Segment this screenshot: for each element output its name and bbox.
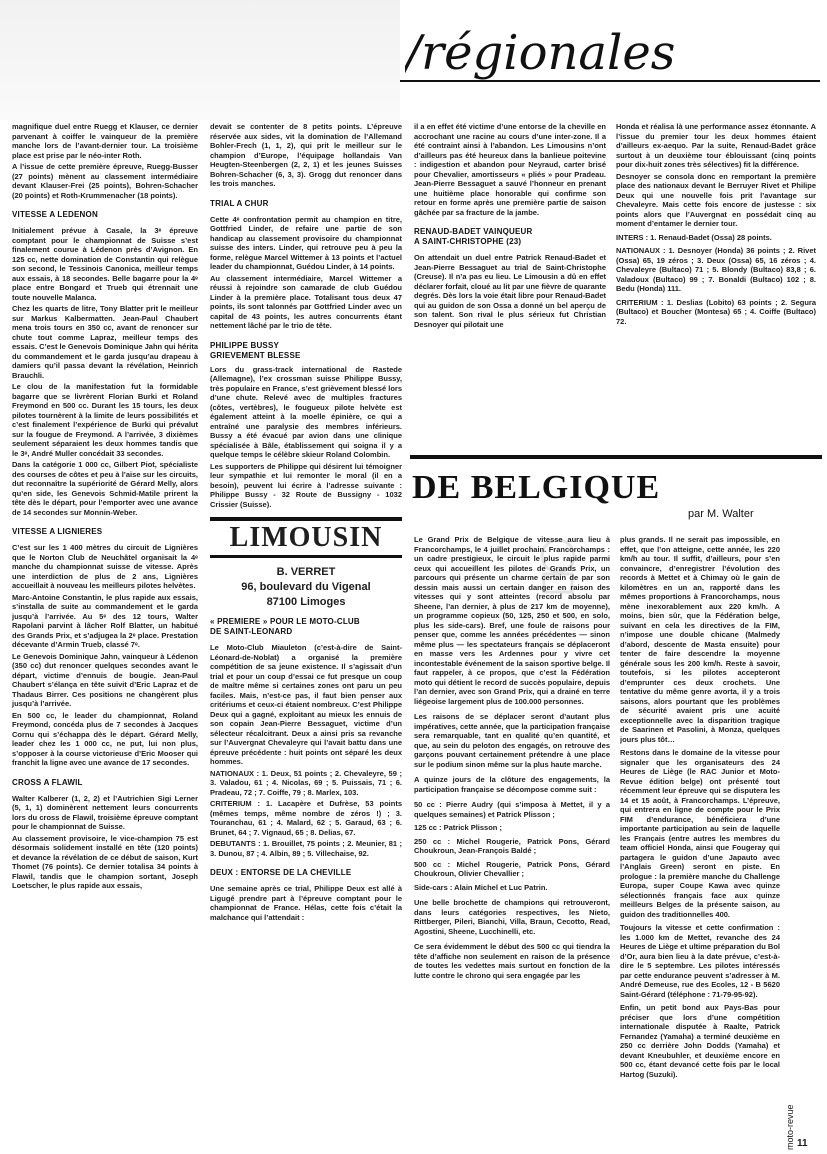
paragraph: Le Grand Prix de Belgique de vitesse aura lieu à Francorchamps, le 4 juillet prochain. Francorchamps : un cadre prestigieux, le circuit le plus rapide parmi ceux qui accueillent les pilotes de Grands Prix, un parcours qui présente un charme certain de par son dessin mais aussi un certain danger en raison des vitesses qui y sont atteintes (record absolu par Sheene, l’an dernier, à plus de 217 km de moyenne), un programme copieux (50, 125, 250 et 500, en solo, plus les side-cars). Bref, une foule de raisons pour penser que, comme les années précédentes — sinon même plus — les spectateurs français se déplaceront en masse vers les Ardennes pour y vivre cet incontestable événement de la saison sportive belge. Il faut rappeler, à ce propos, que c’est la Fédération moto qui détient le record de succès populaire, depuis l’an dernier, avec son Grand Prix, qui a drainé en terre liégeoise largement plus de 100.000 personnes. — [414, 535, 610, 706]
heading-line: DE SAINT-LEONARD — [210, 627, 293, 636]
correspondent-name: B. VERRET — [276, 566, 336, 578]
paragraph: Les raisons de se déplacer seront d’autant plus impératives, cette année, que la participation française sera remarquable, tant en qualité qu’en quantité, et que, au sein du peloton des engagés, on retrouve des garçons pouvant certainement prétendre à une place sur le podium sinon même sur la plus haute marche. — [414, 712, 610, 769]
results-criterium: CRITERIUM : 1. Deslias (Lobito) 63 points ; 2. Segura (Bultaco) et Boucher (Montesa) 65 ; 4. Coiffe (Bultaco) 72. — [616, 297, 816, 326]
paragraph: Le Moto-Club Miauleton (c’est-à-dire de Saint-Léonard-de-Noblat) a organisé la première compétition de sa jeune existence. Il s’agissait d’un trial et pour un coup d’essai ce fut presque un coup de maître même si certaines zones ont paru un peu faciles. Mais, n’est-ce pas, il faut bien penser aux critériums et ceux-ci étaient nombreux. C’est Philippe Deux qui a gagné, exploitant au mieux les ennuis de son copain Jean-Pierre Bessaguet, victime d’un sélecteur récalcitrant. Deux a ainsi pris sa revanche sur l’Auvergnat Chevaleyre qui l’avait battu dans une épreuve précédente : huit points ont séparé les deux hommes. — [210, 643, 402, 766]
heading-vitesse-ledenon: VITESSE A LEDENON — [12, 210, 98, 219]
heading-cross-flawil: CROSS A FLAWIL — [12, 777, 83, 787]
paragraph: Au classement provisoire, le vice-champion 75 est désormais solidement installé en tête (120 points) et devance la révélation de ce début de saison, Kurt Thomet (76 points). Ce dernier totalisa 34 points à Flawil, tandis que le champion sortant, Joseph Loetscher, le plus rapide aux essais, — [12, 833, 198, 890]
belgique-column-1 — [414, 535, 610, 1125]
results-nationaux: NATIONAUX : 1. Deux, 51 points ; 2. Chevaleyre, 59 ; 3. Valadou, 61 ; 4. Nicolas, 69 ; 5. Puissais, 71 ; 6. Pradeau, 72 ; 7. Coiffe, 79 ; 8. Marlex, 103. — [210, 768, 402, 797]
paragraph: Initialement prévue à Casale, la 3ᵉ épreuve comptant pour le championnat de Suisse s’est finalement courue à Lédenon près d’Avignon. En 125 cc, nette domination de Constantin qui relègue son second, le Tessinois Canonica, meilleur temps aux essais, à 18 secondes. Belle bagarre pour la 4ᵉ place entre Bongard et Trueb qui étrennait une toute nouvelle Malanca. — [12, 226, 198, 302]
paragraph: magnifique duel entre Ruegg et Klauser, ce dernier parvenant à coiffer le vainqueur de la première manche lors de l’avant-dernier tour. La troisième place est prise par le néo-inter Roth. — [12, 122, 198, 160]
entry-50cc: 50 cc : Pierre Audry (qui s’imposa à Mettet, il y a quelques semaines) et Patrick Plisson ; — [414, 800, 610, 819]
results-nationaux: NATIONAUX : 1. Desnoyer (Honda) 36 points ; 2. Rivet (Ossa) 65, 19 zéros ; 3. Deux (Ossa) 65, 16 zéros ; 4. Chevaleyre (Bultaco) 71 ; 5. Blondy (Bultaco) 83,8 ; 6. Valadoux (Bultaco) 99 ; 7. Bonaldi (Bultaco) 102 ; 8. Bedu (Honda) 111. — [616, 246, 816, 293]
paragraph: Cette 4ᵉ confrontation permit au champion en titre, Gottfried Linder, de refaire une partie de son handicap au classement provisoire du championnat suisse des inters. Linder, qui retrouve peu à peu la forme, relègue Marcel Wittemer à 13 points et l’actuel leader du championnat, Guédou Linder, à 14 points. — [210, 214, 402, 271]
paragraph: Les supporters de Philippe qui désirent lui témoigner leur sympathie et lui remonter le moral (il en a besoin), peuvent lui écrire à l’adresse suivante : Philippe Bussy - 32 Route de Bussigny - 1032 Crissier (Suisse). — [210, 461, 402, 509]
results-debutants: DEBUTANTS : 1. Brouillet, 75 points ; 2. Meunier, 81 ; 3. Dunou, 87 ; 4. Albin, 89 ; 5. Villechaise, 92. — [210, 839, 402, 858]
paragraph: En 500 cc, le leader du championnat, Roland Freymond, concéda plus de 7 secondes à Jacques Cornu qui s’échappa dès le départ. Gérard Melly, leader chez les 1 000 cc, ne put, lui non plus, s’opposer à la course victorieuse d’Eric Mooser qui franchit la ligne avec une avance de 17 secondes. — [12, 710, 198, 767]
results-criterium: CRITERIUM : 1. Lacapère et Dufrèse, 53 points (mêmes temps, même nombre de zéros !) ; 3. Touranchau, 61 ; 4. Malard, 62 ; 5. Garaud, 63 ; 6. Brunet, 64 ; 7. Vignaud, 65 ; 8. Delias, 67. — [210, 799, 402, 837]
header-rule — [400, 80, 820, 82]
bleed-through-area — [0, 0, 400, 120]
entry-250cc: 250 cc : Michel Rougerie, Patrick Pons, Gérard Choukroun, Jean-François Baldé ; — [414, 836, 610, 855]
section-title-belgique: DE BELGIQUE — [412, 469, 661, 506]
paragraph: A quinze jours de la clôture des engagements, la participation française se décompose comme suit : — [414, 775, 610, 794]
heading-line: A SAINT-CHRISTOPHE (23) — [414, 237, 522, 246]
column-4 — [616, 122, 816, 450]
paragraph: Le clou de la manifestation fut la formidable bagarre que se livrèrent Florian Burki et Roland Freymond en 500 cc. Durant les 15 tours, les deux pilotes tournèrent à la limite de leurs possibilités et c’est finalement l’expérience de Burki qui prévalut sur la fougue de Freymond. A l’arrivée, 3 dixièmes seulement séparaient les deux hommes tandis que le 3ᵉ, André Muller concédait 33 secondes. — [12, 382, 198, 458]
paragraph: Une semaine après ce trial, Philippe Deux est allé à Ligugé prendre part à l’épreuve comptant pour le championnat de France. Hélas, cette fois c’était la malchance qui l’attendait : — [210, 884, 402, 922]
paragraph: Restons dans le domaine de la vitesse pour signaler que les organisateurs des 24 Heures de Liège (le RAC Junior et Moto-Revue édition belge) ont présenté tout récemment leur épreuve qui se disputera les 14 et 15 août, à Francorchamps. L’épreuve, qui entrera en ligne de compte pour le Prix FIM d’endurance, bénéficiera d’une importante participation au sein de laquelle les Français (entre autres les membres du team officiel Honda, ainsi que Fougeray qui partagera le guidon d’une Japauto avec l’Anglais Green) seront en piste. En prologue : la première manche du Challenge Europa, super Coupe Kawa avec quinze sélectionnés français face aux quinze meilleurs Belges de la présente saison, au guidon des traditionnelles 400. — [620, 748, 780, 919]
heading-entorse: DEUX : ENTORSE DE LA CHEVILLE — [210, 868, 352, 877]
paragraph: On attendait un duel entre Patrick Renaud-Badet et Jean-Pierre Bessaguet au trial de Saint-Christophe (Creuse). Il n’a pas eu lieu. Le Limousin a dû en effet déclarer forfait, cloué au lit par une fièvre de quarante degrés. Dès lors la voie était libre pour Renaud-Badet qui au guidon de son Ossa a donné un bel aperçu de son talent. Son rival le plus sérieux fut Christian Desnoyer qui pilotait une — [414, 253, 606, 329]
paragraph: il a en effet été victime d’une entorse de la cheville en accrochant une racine au cours d’une inter-zone. Il a été contraint ainsi à l’abandon. Les Limousins n’ont d’ailleurs pas été heureux dans la banlieue poitevine : indigestion et abandon pour Neyraud, carter brisé pour Chevalier, amortisseurs « pliés » pour Pradeau. Jean-Pierre Bessaguet a sauvé l’honneur en prenant une huitième place honorable qui confirme son retour en forme après une première partie de saison gâchée par sa fracture de la jambe. — [414, 122, 606, 217]
heading-saint-leonard — [210, 617, 402, 637]
heading-renaud-badet — [414, 227, 606, 247]
entry-side-cars: Side-cars : Alain Michel et Luc Patrin. — [414, 882, 548, 892]
correspondent-city: 87100 Limoges — [266, 596, 346, 608]
belgique-column-2 — [620, 535, 780, 1125]
heading-trial-chur: TRIAL A CHUR — [210, 198, 269, 208]
results-inters: INTERS : 1. Renaud-Badet (Ossa) 28 points. — [616, 232, 772, 242]
heading-line: PHILIPPE BUSSY — [210, 340, 280, 350]
paragraph: Dans la catégorie 1 000 cc, Gilbert Piot, spécialiste des courses de côtes et peu à l’aise sur les circuits, dut reconnaître la supériorité de Gérard Melly, alors qu’en side, les Genevois Schmid-Matile prirent la tête dès le départ, pour l’emporter avec une avance de 14 secondes sur Monnin-Weber. — [12, 460, 198, 517]
paragraph: plus grands. Il ne serait pas impossible, en effet, que l’on atteigne, cette année, les 220 km/h au tour. Il suffit, d’ailleurs, pour s’en convaincre, d’enregistrer l’évolution des records à Mettet et à Chimay où le gain de kilomètres en un an, rapporté dans les mêmes proportions à Francorchamps, nous mène inexorablement aux 220 km/h. A moins, bien sûr, que la Fédération belge, suivant en cela les directives de la FIM, n’impose une double chicane (Malmedy d’abord, descente de Masta ensuite) pour tenter de faire descendre la moyenne générale sous les 200 km/h. Reste à savoir, toutefois, si les pilotes accepteront d’emprunter ces deux crochets. Une tentative du même genre avorta, il y a trois saisons, alors pourtant que les problèmes de sécurité avaient pris une acuité exceptionnelle avec la disparition tragique de Saarinen et Pasolini, à Monza, quelques jours plus tôt… — [620, 535, 780, 744]
paragraph: Toujours la vitesse et cette confirmation : les 1.000 km de Mettet, revanche des 24 Heures de Liège et ultime préparation du Bol d’Or, aura bien lieu à la date prévue, c’est-à-dire le 5 septembre. Les pilotes intéressés par cette endurance peuvent s’adresser à M. André Demeuse, rue des Ecoles, 12 - B 5620 Saint-Gérard (téléphone : 71-79-95-92). — [620, 923, 780, 999]
paragraph: Honda et réalisa là une performance assez étonnante. A l’issue du premier tour les deux hommes étaient d’ailleurs ex-aequo. Par la suite, Renaud-Badet grâce surtout à un deuxième tour éblouissant (cinq points pour dix-huit zones très sélectives) fit la différence. — [616, 122, 816, 169]
entry-125cc: 125 cc : Patrick Plisson ; — [414, 823, 502, 832]
heading-line: GRIEVEMENT BLESSE — [210, 350, 301, 360]
section-rubric: /régionales — [405, 25, 676, 81]
paragraph: Walter Kalberer (1, 2, 2) et l’Autrichien Sigi Lerner (5, 1, 1) dominèrent nettement leurs concurrents lors du cross de Flawil, troisième épreuve comptant pour le championnat de Suisse. — [12, 793, 198, 831]
section-title-limousin: LIMOUSIN — [210, 517, 402, 558]
page-number: 11 — [797, 1138, 808, 1149]
paragraph: Marc-Antoine Constantin, le plus rapide aux essais, s’installa de suite au commandement et le garda jusqu’à l’arrivée. Au 5ᵉ des 12 tours, Walter Rapolani parvint à lâcher Rolf Blatter, un habitué des Grands Prix, et s’adjugea la 2ᵉ place. Prestation décevante d’Armin Trueb, classé 7ᵉ. — [12, 592, 198, 649]
heading-vitesse-lignieres: VITESSE A LIGNIERES — [12, 527, 103, 536]
paragraph: A l’issue de cette première épreuve, Ruegg-Busser (27 points) mènent au classement intermédiaire devant Klauser-Frei (25 points), Bohren-Schacher (20 points) et Roth-Krummenacher (18 points). — [12, 162, 198, 200]
paragraph: Desnoyer se consola donc en remportant la première place des nationaux devant le Berruyer Rivet et Philipe Deux qui une nouvelle fois prit l’avantage sur Chevaleyre. Mais cette fois encore de justesse : six points alors que l’Auvergnat en possédait cinq au moment d’entamer le dernier tour. — [616, 171, 816, 228]
paragraph: Une belle brochette de champions qui retrouveront, dans leurs catégories respectives, les Nieto, Rittberger, Pileri, Bianchi, Villa, Braun, Cecotto, Read, Agostini, Sheene, Lucchinelli, etc. — [414, 898, 610, 936]
paragraph: Lors du grass-track international de Rastede (Allemagne), l’ex crossman suisse Philippe Bussy, très populaire en France, s’est grièvement blessé lors d’une chute. Relevé avec de multiples fractures (côtes, vertèbres), le fougueux pilote helvète est également atteint à la moelle épinière, ce qui a entraîné une paralysie des membres inférieurs. Bussy a été évacué par avion dans une clinique spécialisée à Bâle, établissement qui soigna il y a quelque temps le célèbre skieur Roland Colombin. — [210, 364, 402, 459]
column-1 — [12, 122, 198, 1144]
paragraph: Le Genevois Dominique Jahn, vainqueur à Lédenon (350 cc) dut renoncer quelques secondes avant le départ, victime d’ennuis de bougie. Jean-Paul Chaubert s’élança en tête suivit d’Eric Lapraz et de Thadaus Birrer. Ces positions ne changèrent plus jusqu’à l’arrivée. — [12, 651, 198, 708]
paragraph: C’est sur les 1 400 mètres du circuit de Lignières que le Norton Club de Neuchâtel organisait la 4ᵉ manche du championnat suisse de vitesse. Après une interdiction de plus de 2 ans, Lignières accueillait à nouveau les meilleurs pilotes helvètes. — [12, 543, 198, 590]
byline: par M. Walter — [688, 508, 754, 520]
magazine-name: moto-revue — [785, 1104, 795, 1150]
column-2 — [210, 122, 402, 1144]
heading-line: RENAUD-BADET VAINQUEUR — [414, 227, 533, 236]
paragraph: Chez les quarts de litre, Tony Blatter prit le meilleur sur Markus Kalbermatten. Jean-Paul Chaubert mena trois tours en 350 cc, avant de renoncer sur chute tout comme Lapraz, meilleur temps des essais. C’est le Genevois Dominique Jahn qui hérita du commandement et le garda jusqu’au drapeau à damiers qu’il passa devant la révélation, Heinrich Brauchli. — [12, 304, 198, 380]
column-3 — [414, 122, 606, 450]
heading-bussy — [210, 341, 402, 361]
correspondent-address: 96, boulevard du Vigenal — [241, 581, 371, 593]
paragraph: Enfin, un petit bond aux Pays-Bas pour préciser que lors d’une compétition internationale disputée à Raalte, Patrick Fernandez (Yamaha) a terminé deuxième en 250 cc derrière John Dodds (Yamaha) et devant Kneubuhler, et deuxième encore en 500 cc, étant devancé cette fois par le local Hartog (Suzuki). — [620, 1003, 780, 1079]
paragraph: devait se contenter de 8 petits points. L’épreuve réservée aux sides, vit la domination de l’Allemand Bohler-Frech (1, 1, 2), qui prit le meilleur sur le champion d’Europe, l’équipage hollandais Van Heugten-Steenbergen (2, 2, 1) et les jeunes Suisses Bohren-Schacher (6, 3, 3). Grogg dut renoncer dans les trois manches. — [210, 122, 402, 188]
heading-line: « PREMIERE » POUR LE MOTO-CLUB — [210, 617, 360, 626]
paragraph: Ce sera évidemment le début des 500 cc qui tiendra la tête d’affiche non seulement en raison de la présence de toutes les vedettes mais surtout en fonction de la lutte contre le chrono qui sera engagée par les — [414, 942, 610, 980]
paragraph: Au classement intermédiaire, Marcel Wittemer a réussi à rejoindre son camarade de club Guédou Linder à la première place. Totalisant tous deux 47 points, ils sont talonnés par Gottfried Linder avec un capital de 43 points, les autres concurrents étant nettement lâché par le trio de tête. — [210, 273, 402, 330]
entry-500cc: 500 cc : Michel Rougerie, Patrick Pons, Gérard Choukroun, Olivier Chevallier ; — [414, 859, 610, 878]
